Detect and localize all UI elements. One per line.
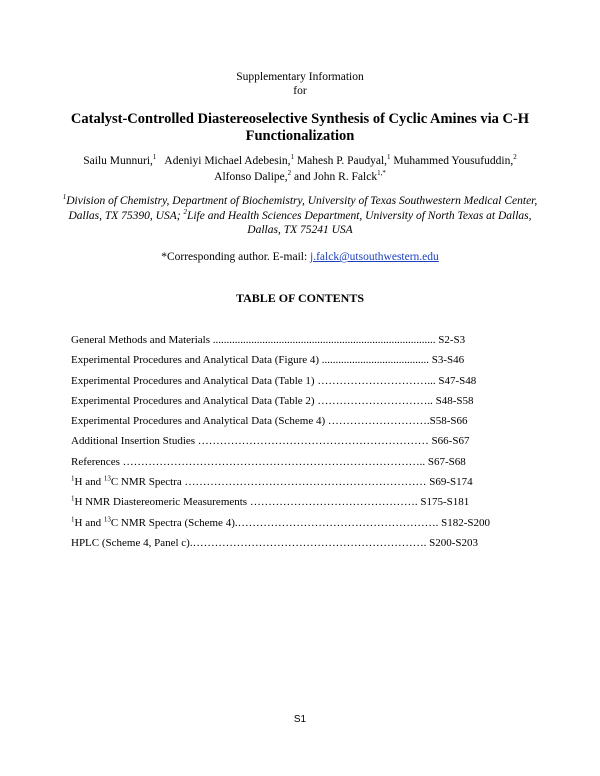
toc-row[interactable] bbox=[71, 394, 531, 414]
toc-entry: Experimental Procedures and Analytical Data (Table 2) ………………………….. S48-S58 bbox=[71, 394, 474, 407]
isotope-sup: 1 bbox=[71, 475, 75, 483]
isotope-sup: 1 bbox=[71, 515, 75, 524]
toc-row[interactable] bbox=[71, 455, 531, 475]
toc-row[interactable] bbox=[71, 353, 531, 373]
toc-entry: Experimental Procedures and Analytical Data (Figure 4) ....................................... S3-S46 bbox=[71, 354, 465, 367]
affiliations bbox=[60, 194, 540, 238]
toc-entry: Experimental Procedures and Analytical Data (Table 1) …………………………... S47-S48 bbox=[71, 374, 477, 387]
email-link[interactable]: j.falck@utsouthwestern.edu bbox=[310, 251, 439, 263]
author-name: Sailu Munnuri, bbox=[83, 155, 153, 167]
toc-entry: HPLC (Scheme 4, Panel c).………………………………………………………. S200-S203 bbox=[71, 536, 478, 549]
paper-title: Catalyst-Controlled Diastereoselective Synthesis of Cyclic Amines via C-H Functionalization bbox=[70, 111, 530, 144]
author-affil-sup bbox=[377, 169, 386, 177]
corresponding-star: * bbox=[382, 169, 386, 178]
toc-entry: Experimental Procedures and Analytical Data (Scheme 4) ……………………….S58-S66 bbox=[71, 415, 468, 428]
toc-entry: C NMR Spectra ………………………………………………………… S69-S174 bbox=[110, 476, 473, 489]
author-affil-sup: 1 bbox=[152, 153, 157, 162]
author-name: Mahesh P. Paudyal, bbox=[296, 155, 388, 167]
author-affil-sup: 1 bbox=[290, 153, 295, 162]
affil-sup: 1 bbox=[62, 193, 67, 202]
author-name: Muhammed Yousufuddin, bbox=[393, 155, 514, 167]
author-affil-sup: 2 bbox=[513, 153, 517, 162]
toc-row[interactable] bbox=[71, 495, 531, 515]
affiliation-1: Division of Chemistry, Department of Biochemistry, University of Texas Southwestern Medical Center, Dallas, TX 75390, USA; bbox=[66, 195, 538, 222]
isotope-sup: 1 bbox=[71, 495, 75, 503]
toc-entry-prefix: H and bbox=[74, 516, 104, 529]
affil-number: 1, bbox=[377, 169, 383, 178]
affiliation-2: Life and Health Sciences Department, University of North Texas at Dallas, Dallas, TX 75241 USA bbox=[186, 209, 532, 236]
isotope-sup: 13 bbox=[103, 515, 111, 524]
toc-entry: Additional Insertion Studies ……………………………………………………… S66-S67 bbox=[71, 435, 470, 448]
supplementary-header bbox=[0, 70, 600, 98]
toc-row[interactable] bbox=[71, 475, 531, 495]
page-number: S1 bbox=[293, 714, 307, 725]
toc-row[interactable] bbox=[71, 374, 531, 394]
toc-row[interactable] bbox=[71, 516, 531, 536]
author-name: Adeniyi Michael Adebesin, bbox=[164, 155, 291, 167]
toc-heading: TABLE OF CONTENTS bbox=[235, 291, 365, 305]
corresponding-label: *Corresponding author. E-mail: bbox=[161, 251, 308, 263]
author-affil-sup: 1 bbox=[387, 153, 391, 162]
toc-entry: H NMR Diastereomeric Measurements ………………………………………. S175-S181 bbox=[74, 496, 470, 509]
corresponding-author bbox=[0, 251, 600, 263]
toc-row[interactable] bbox=[71, 536, 531, 556]
author-name: Alfonso Dalipe, bbox=[214, 171, 288, 183]
affil-sup: 2 bbox=[183, 207, 187, 216]
supplementary-line: Supplementary Information bbox=[236, 71, 364, 83]
toc-entry: References ……………………………………………………………………….. S67-S68 bbox=[71, 455, 466, 468]
author-name: and John R. Falck bbox=[294, 171, 378, 183]
toc-row[interactable] bbox=[71, 414, 531, 434]
toc-entry-prefix: H and bbox=[74, 476, 104, 489]
for-line: for bbox=[293, 85, 307, 97]
toc-row[interactable] bbox=[71, 333, 531, 353]
table-of-contents bbox=[71, 333, 531, 556]
toc-entry: C NMR Spectra (Scheme 4).………………………………………………. S182-S200 bbox=[110, 516, 491, 529]
toc-row[interactable] bbox=[71, 434, 531, 454]
author-affil-sup: 2 bbox=[287, 169, 292, 178]
author-list bbox=[50, 153, 550, 185]
toc-entry: General Methods and Materials ................................................................................. S2-S3 bbox=[71, 334, 466, 346]
isotope-sup: 13 bbox=[103, 475, 111, 483]
